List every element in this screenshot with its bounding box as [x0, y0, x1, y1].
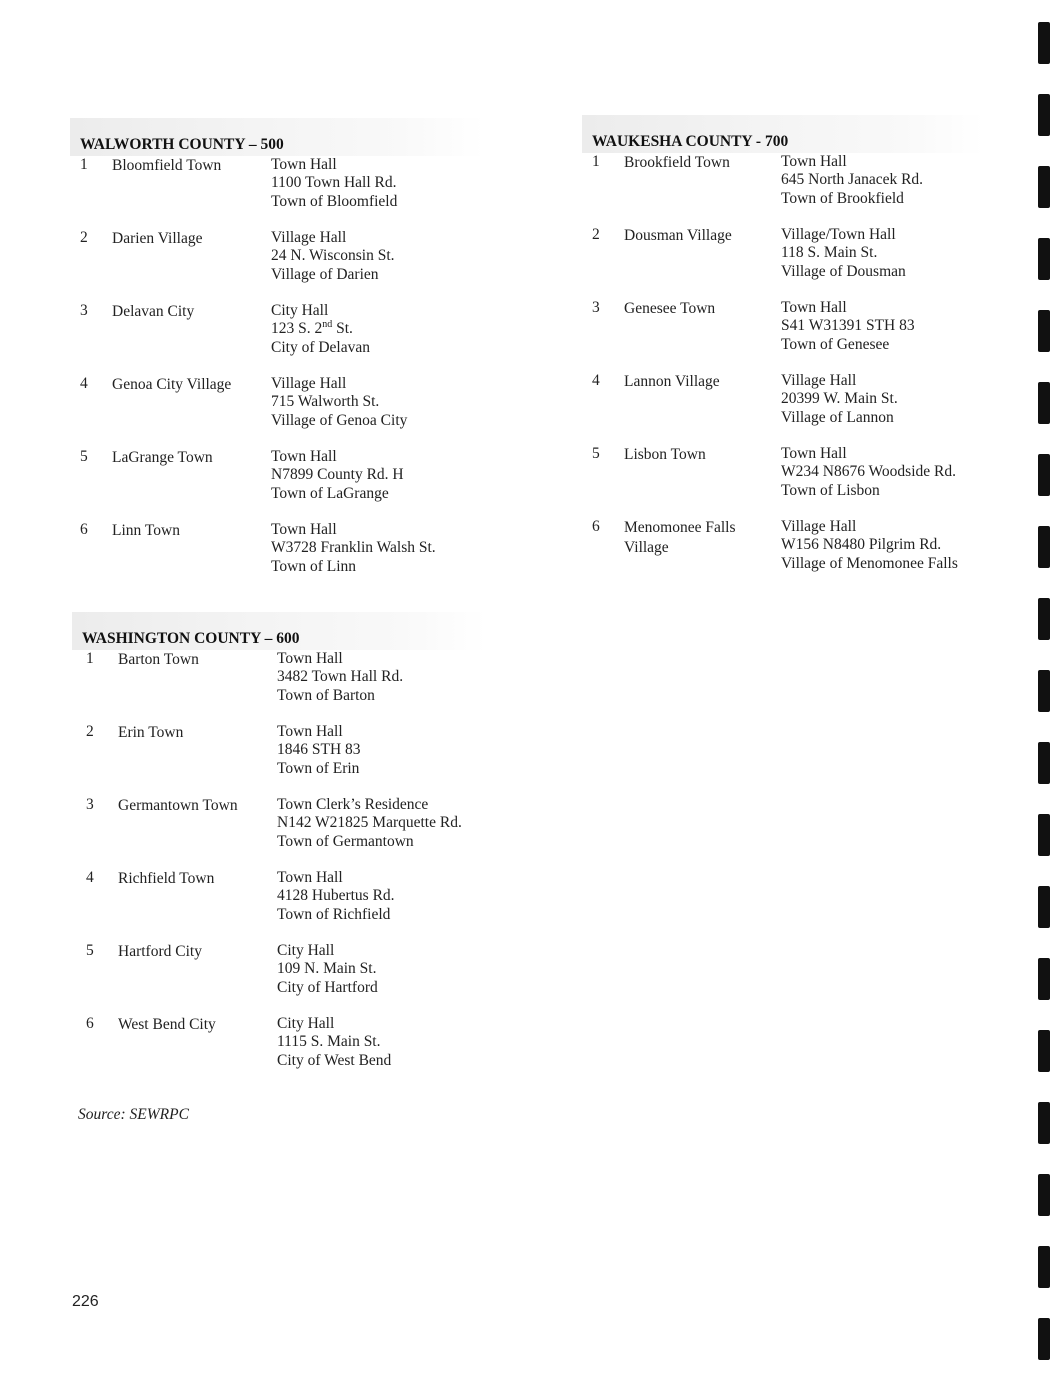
- municipality-name: Germantown Town: [118, 797, 238, 814]
- address-line: 109 N. Main St.: [277, 960, 377, 978]
- row-number: 3: [86, 796, 94, 813]
- address-line: 1115 S. Main St.: [277, 1033, 381, 1051]
- list-item: [72, 869, 487, 942]
- binding-holes: [1034, 0, 1058, 1380]
- row-number: 6: [592, 518, 600, 535]
- municipality-name: [624, 518, 736, 558]
- section-header: [70, 118, 485, 156]
- address-line: Town of Bloomfield: [271, 192, 398, 210]
- binding-hole-mark: [1038, 742, 1050, 784]
- binding-hole-mark: [1038, 94, 1050, 136]
- address-line: 1846 STH 83: [277, 741, 361, 759]
- municipality-name: West Bend City: [118, 1016, 216, 1033]
- address: [781, 518, 958, 573]
- address-line: W234 N8676 Woodside Rd.: [781, 463, 956, 481]
- address: [277, 869, 395, 924]
- address: [277, 1015, 391, 1070]
- list-item: [70, 375, 485, 448]
- address-line: Village/Town Hall: [781, 226, 896, 243]
- binding-hole-mark: [1038, 526, 1050, 568]
- list-item: [70, 156, 485, 229]
- municipality-name-line: Village: [624, 539, 669, 556]
- address-line: W3728 Franklin Walsh St.: [271, 539, 436, 557]
- address: [781, 299, 915, 354]
- municipality-name: Lisbon Town: [624, 446, 706, 463]
- row-number: 2: [86, 723, 94, 740]
- address: [781, 153, 923, 208]
- binding-hole-mark: [1038, 454, 1050, 496]
- section-title: WALWORTH COUNTY – 500: [80, 136, 284, 153]
- address-line: Town of Germantown: [277, 832, 414, 850]
- address-line: 645 North Janacek Rd.: [781, 171, 924, 189]
- row-number: 1: [592, 153, 600, 170]
- address-line: 3482 Town Hall Rd.: [277, 668, 404, 686]
- list-item: [582, 372, 984, 445]
- binding-hole-mark: [1038, 1030, 1050, 1072]
- binding-hole-mark: [1038, 22, 1050, 64]
- address-line: City Hall: [277, 942, 335, 959]
- binding-hole-mark: [1038, 886, 1050, 928]
- address: [781, 226, 906, 281]
- section-header: [582, 115, 984, 153]
- municipality-name: Erin Town: [118, 724, 184, 741]
- list-item: [72, 796, 487, 869]
- binding-hole-mark: [1038, 310, 1050, 352]
- address: [277, 796, 462, 851]
- row-number: 4: [86, 869, 94, 886]
- municipality-name: LaGrange Town: [112, 449, 213, 466]
- list-item: [70, 448, 485, 521]
- municipality-name: Brookfield Town: [624, 154, 730, 171]
- address-line: Town Hall: [781, 445, 847, 462]
- municipality-name: Barton Town: [118, 651, 199, 668]
- municipality-name: Linn Town: [112, 522, 180, 539]
- source-note: Source: SEWRPC: [78, 1106, 189, 1123]
- address: [277, 650, 403, 705]
- address-line: 24 N. Wisconsin St.: [271, 247, 395, 265]
- address-line: 20399 W. Main St.: [781, 390, 898, 408]
- address-line: Town Hall: [781, 153, 847, 170]
- address: [271, 302, 370, 357]
- address-line: Village of Darien: [271, 265, 379, 283]
- address-line: Town Hall: [271, 521, 337, 538]
- address-line: City of West Bend: [277, 1051, 392, 1069]
- address-line: Village Hall: [271, 375, 347, 392]
- municipality-name: Delavan City: [112, 303, 195, 320]
- binding-hole-mark: [1038, 1318, 1050, 1360]
- address-line: Town of Barton: [277, 686, 375, 704]
- section-header: [72, 612, 487, 650]
- municipality-name: Dousman Village: [624, 227, 732, 244]
- municipality-name: Hartford City: [118, 943, 202, 960]
- address: [781, 372, 898, 427]
- list-item: [582, 226, 984, 299]
- list-item: [70, 302, 485, 375]
- address-line: Village of Genoa City: [271, 411, 408, 429]
- address-line: S41 W31391 STH 83: [781, 317, 915, 335]
- municipality-name: Bloomfield Town: [112, 157, 222, 174]
- list-item: [72, 942, 487, 1015]
- list-item: [582, 299, 984, 372]
- row-number: 5: [592, 445, 600, 462]
- row-number: 4: [80, 375, 88, 392]
- washington-county-section: [72, 612, 487, 1088]
- binding-hole-mark: [1038, 958, 1050, 1000]
- address: [277, 723, 361, 778]
- municipality-name: Darien Village: [112, 230, 203, 247]
- address: [271, 229, 395, 284]
- address-line: City Hall: [277, 1015, 335, 1032]
- municipality-name: Genoa City Village: [112, 376, 232, 393]
- address-line: N7899 County Rd. H: [271, 466, 404, 484]
- address-line: Town Clerk’s Residence: [277, 796, 429, 813]
- address-line: Town of Richfield: [277, 905, 391, 923]
- address-line: Village Hall: [781, 372, 857, 389]
- row-number: 3: [80, 302, 88, 319]
- address-line: City of Hartford: [277, 978, 378, 996]
- address: [277, 942, 378, 997]
- list-item: [582, 518, 984, 591]
- list-item: [582, 153, 984, 226]
- address-line: Town Hall: [781, 299, 847, 316]
- address: [271, 521, 436, 576]
- binding-hole-mark: [1038, 166, 1050, 208]
- walworth-county-section: [70, 118, 485, 594]
- municipality-name: Richfield Town: [118, 870, 215, 887]
- address: [271, 448, 404, 503]
- address: [271, 375, 407, 430]
- list-item: [70, 521, 485, 594]
- section-title: WAUKESHA COUNTY - 700: [592, 133, 789, 150]
- list-item: [582, 445, 984, 518]
- address: [271, 156, 397, 211]
- row-number: 4: [592, 372, 600, 389]
- binding-hole-mark: [1038, 670, 1050, 712]
- row-number: 1: [86, 650, 94, 667]
- address-line: City Hall: [271, 302, 329, 319]
- row-number: 5: [86, 942, 94, 959]
- address-line: Village Hall: [781, 518, 857, 535]
- address-line: Town of Erin: [277, 759, 360, 777]
- address-line: W156 N8480 Pilgrim Rd.: [781, 536, 942, 554]
- list-item: [72, 650, 487, 723]
- address-line: Village of Menomonee Falls: [781, 554, 958, 572]
- row-number: 2: [80, 229, 88, 246]
- address-line: Town Hall: [271, 448, 337, 465]
- address-line: N142 W21825 Marquette Rd.: [277, 814, 462, 832]
- list-item: [72, 723, 487, 796]
- address-line: Village Hall: [271, 229, 347, 246]
- address-line: 123 S. 2nd St.: [271, 319, 353, 338]
- row-number: 1: [80, 156, 88, 173]
- row-number: 6: [80, 521, 88, 538]
- binding-hole-mark: [1038, 814, 1050, 856]
- address-line: Village of Lannon: [781, 408, 894, 426]
- address-line: Town Hall: [277, 869, 343, 886]
- section-title: WASHINGTON COUNTY – 600: [82, 630, 300, 647]
- binding-hole-mark: [1038, 598, 1050, 640]
- municipality-name: Lannon Village: [624, 373, 720, 390]
- address-line: City of Delavan: [271, 338, 371, 356]
- binding-hole-mark: [1038, 1102, 1050, 1144]
- address-line: 4128 Hubertus Rd.: [277, 887, 395, 905]
- row-number: 2: [592, 226, 600, 243]
- waukesha-county-section: [582, 115, 984, 591]
- list-item: [72, 1015, 487, 1088]
- binding-hole-mark: [1038, 382, 1050, 424]
- row-number: 3: [592, 299, 600, 316]
- address-line: Town Hall: [271, 156, 337, 173]
- address-line: Town of Genesee: [781, 335, 890, 353]
- page-number: 226: [72, 1293, 99, 1310]
- municipality-name: Genesee Town: [624, 300, 716, 317]
- binding-hole-mark: [1038, 238, 1050, 280]
- binding-hole-mark: [1038, 1174, 1050, 1216]
- binding-hole-mark: [1038, 1246, 1050, 1288]
- address-line: Town of Linn: [271, 557, 357, 575]
- address-line: Town Hall: [277, 650, 343, 667]
- address-line: Town Hall: [277, 723, 343, 740]
- address-line: 118 S. Main St.: [781, 244, 878, 262]
- address-line: 1100 Town Hall Rd.: [271, 174, 397, 192]
- address-line: 715 Walworth St.: [271, 393, 380, 411]
- address-line: Town of LaGrange: [271, 484, 389, 502]
- row-number: 6: [86, 1015, 94, 1032]
- address-line: Village of Dousman: [781, 262, 906, 280]
- list-item: [70, 229, 485, 302]
- address: [781, 445, 956, 500]
- municipality-name-line: Menomonee Falls: [624, 519, 736, 536]
- address-line: Town of Lisbon: [781, 481, 880, 499]
- row-number: 5: [80, 448, 88, 465]
- address-line: Town of Brookfield: [781, 189, 904, 207]
